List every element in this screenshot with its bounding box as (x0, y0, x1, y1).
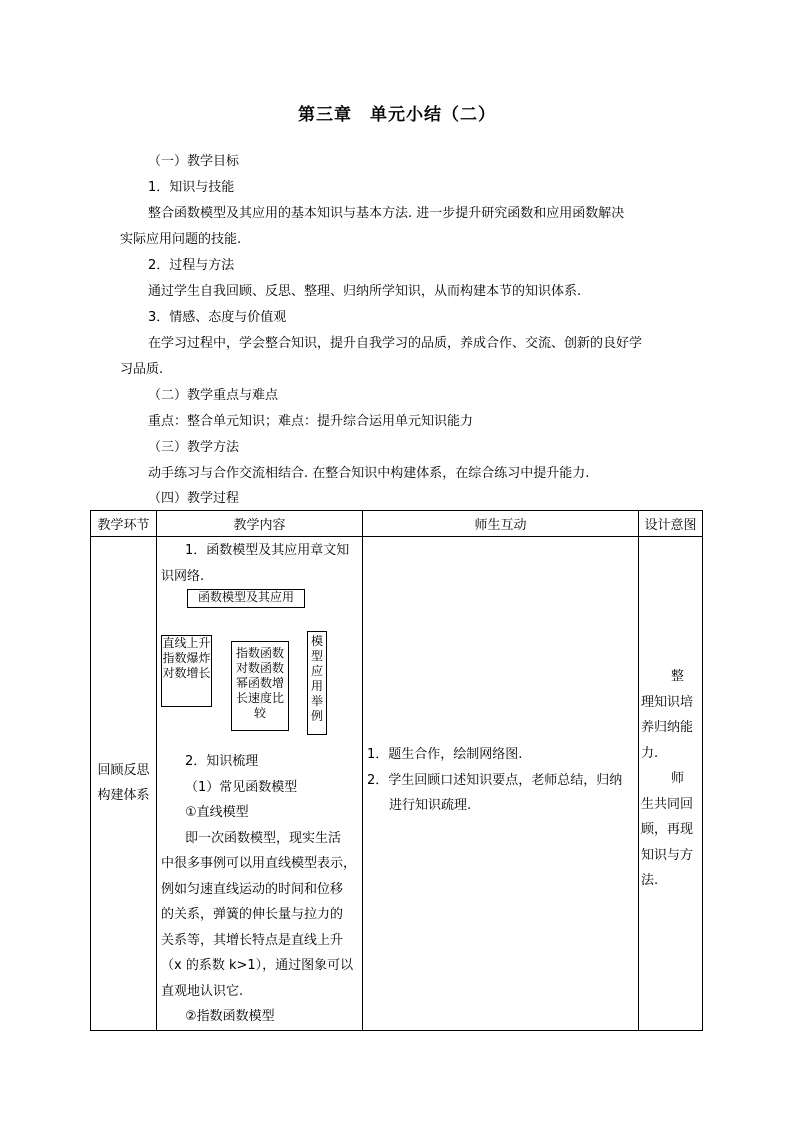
method-heading: （三）教学方法 (148, 440, 240, 455)
diagram-box-applications-char: 型 (310, 649, 323, 663)
key-points-heading: （二）教学重点与难点 (148, 388, 279, 403)
interaction-cell (363, 537, 639, 1031)
diagram-box-growth-line: 对数增长 (162, 666, 211, 680)
stage-label-line-2: 构建体系 (97, 788, 150, 804)
content-line: ②指数函数模型 (185, 1009, 275, 1024)
content-line: 的关系，弹簧的伸长量与拉力的 (161, 907, 344, 922)
diagram-box-functions-line: 对数函数 (235, 661, 284, 675)
stage-cell (91, 537, 157, 1031)
process-table-heading: （四）教学过程 (148, 491, 240, 506)
purpose-line: 整 (671, 669, 685, 684)
interaction-line: 2．学生回顾口述知识要点，老师总结，归纳 (367, 772, 623, 788)
knowledge-text-line-2: 实际应用问题的技能. (120, 232, 242, 247)
diagram-box-applications-char: 用 (310, 679, 323, 693)
content-line: （x 的系数 k>1），通过图象可以 (161, 958, 354, 973)
emotion-text-line-2: 习品质. (120, 362, 164, 377)
interaction-line: 进行知识疏理. (389, 798, 472, 813)
goals-heading: （一）教学目标 (148, 154, 240, 169)
knowledge-text-line-1: 整合函数模型及其应用的基本知识与基本方法. 进一步提升研究函数和应用函数解决 (148, 206, 625, 221)
purpose-line: 养归纳能 (641, 720, 694, 735)
process-heading: 2．过程与方法 (148, 258, 235, 273)
content-cell (157, 537, 363, 1031)
purpose-line: 生共同回 (641, 796, 694, 812)
diagram-box-applications (307, 631, 327, 735)
purpose-cell (639, 537, 703, 1031)
diagram-box-applications-char: 例 (310, 709, 323, 723)
diagram-root-label: 函数模型及其应用 (197, 590, 294, 604)
table-row (91, 537, 703, 1031)
diagram-root-box (187, 589, 305, 608)
interaction-line: 1．题生合作，绘制网络图. (367, 747, 523, 762)
purpose-line: 法. (641, 873, 659, 888)
header-interaction: 师生互动 (363, 511, 639, 537)
stage-label-line-1: 回顾反思 (97, 763, 150, 779)
key-points-text: 重点：整合单元知识；难点：提升综合运用单元知识能力 (148, 414, 474, 429)
diagram-box-growth-line: 指数爆炸 (162, 651, 211, 665)
diagram-box-functions-line: 长速度比 (235, 691, 284, 705)
emotion-text-line-1: 在学习过程中，学会整合知识，提升自我学习的品质，养成合作、交流、创新的良好学 (148, 336, 643, 351)
purpose-line: 力. (641, 745, 659, 761)
content-line: 中很多事例可以用直线模型表示， (161, 856, 357, 871)
knowledge-network-diagram (157, 589, 362, 789)
diagram-box-functions-line: 指数函数 (235, 646, 284, 660)
content-intro-line-2: 识网络. (161, 568, 205, 584)
header-stage: 教学环节 (91, 511, 157, 537)
teaching-process-table (90, 510, 703, 1031)
content-line: 2．知识梳理 (185, 754, 259, 769)
diagram-box-growth (161, 635, 212, 707)
knowledge-heading: 1．知识与技能 (148, 180, 235, 195)
purpose-line: 顾，再现 (641, 822, 694, 837)
content-line: 即一次函数模型，现实生活 (185, 830, 342, 846)
page-title: 第三章 单元小结（二） (298, 105, 496, 125)
content-line: 关系等，其增长特点是直线上升 (161, 932, 344, 948)
process-text: 通过学生自我回顾、反思、整理、归纳所学知识，从而构建本节的知识体系. (148, 284, 582, 299)
diagram-box-functions-line: 幂函数增 (235, 676, 284, 690)
diagram-box-applications-char: 应 (310, 664, 323, 678)
emotion-heading: 3．情感、态度与价值观 (148, 310, 287, 325)
content-intro-line-1: 1．函数模型及其应用章文知 (185, 543, 350, 558)
content-line: （1）常见函数模型 (185, 779, 298, 795)
diagram-box-functions-line: 较 (253, 706, 266, 720)
diagram-box-growth-line: 直线上升 (162, 636, 211, 650)
header-content: 教学内容 (157, 511, 363, 537)
purpose-line: 师 (671, 771, 685, 786)
diagram-box-applications-char: 模 (310, 634, 323, 648)
table-header-row (91, 511, 703, 537)
purpose-line: 理知识培 (641, 694, 694, 710)
diagram-box-applications-char: 举 (310, 694, 323, 708)
purpose-line: 知识与方 (641, 847, 694, 863)
method-text: 动手练习与合作交流相结合. 在整合知识中构建体系，在综合练习中提升能力. (148, 466, 590, 481)
content-line: 直观地认识它. (161, 983, 244, 999)
diagram-box-functions (231, 641, 289, 731)
header-purpose: 设计意图 (639, 511, 703, 537)
content-line: 例如匀速直线运动的时间和位移 (161, 881, 344, 897)
content-line: ①直线模型 (185, 805, 249, 820)
